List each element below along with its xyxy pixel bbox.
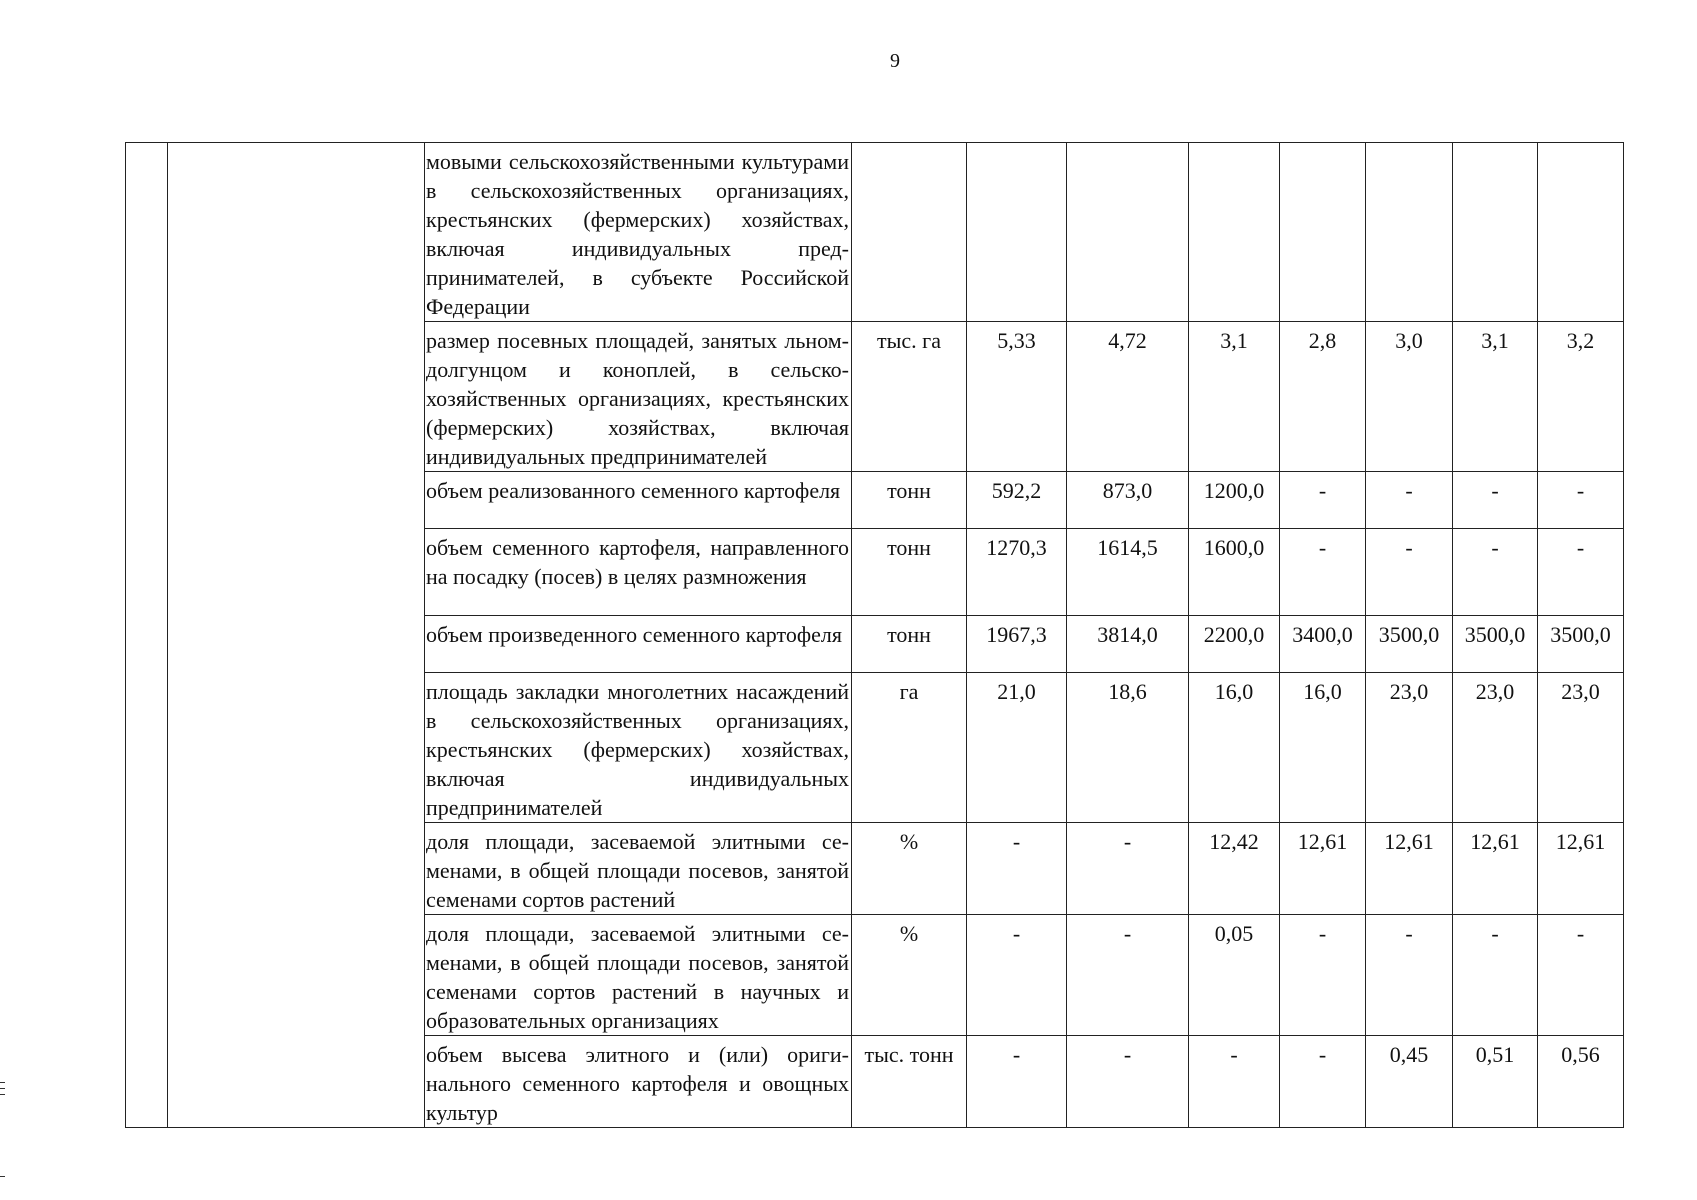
indicator-description: доля площади, засеваемой элитными семенами, в общей площади посевов, занятой семенами сортов растений в научных и образовательных организациях [425, 915, 852, 1036]
value-cell: 1967,3 [967, 616, 1067, 673]
value-cell [1280, 143, 1366, 322]
value-cell [1366, 143, 1453, 322]
value-cell: 1600,0 [1189, 529, 1280, 616]
value-cell [967, 143, 1067, 322]
indicator-description: размер посевных площадей, занятых льном-долгунцом и коноплей, в сельскохозяйственных организациях, крестьянских (фермерских) хозяйствах, включая индивидуальных предпринимателей [425, 322, 852, 472]
value-cell: 12,61 [1538, 823, 1624, 915]
indicator-description: объем высева элитного и (или) оригинального семенного картофеля и овощных культур [425, 1036, 852, 1128]
value-cell: 3500,0 [1366, 616, 1453, 673]
value-cell: 21,0 [967, 673, 1067, 823]
value-cell: - [1067, 915, 1189, 1036]
value-cell: - [1280, 1036, 1366, 1128]
value-cell: 2,8 [1280, 322, 1366, 472]
value-cell: - [1538, 472, 1624, 529]
margin-mark [0, 1094, 5, 1095]
value-cell [1453, 143, 1538, 322]
margin-mark [0, 1082, 5, 1083]
indicators-table [125, 142, 1624, 1128]
value-cell: 5,33 [967, 322, 1067, 472]
value-cell: 4,72 [1067, 322, 1189, 472]
value-cell: - [1366, 472, 1453, 529]
index-column-cell [126, 143, 168, 1128]
value-cell: - [1453, 472, 1538, 529]
value-cell: 23,0 [1453, 673, 1538, 823]
value-cell: 873,0 [1067, 472, 1189, 529]
value-cell: 1200,0 [1189, 472, 1280, 529]
value-cell: - [1453, 915, 1538, 1036]
unit-cell: тонн [852, 616, 967, 673]
unit-cell [852, 143, 967, 322]
value-cell: - [1453, 529, 1538, 616]
value-cell: 12,61 [1366, 823, 1453, 915]
value-cell [1067, 143, 1189, 322]
unit-cell: тонн [852, 472, 967, 529]
value-cell: 23,0 [1538, 673, 1624, 823]
unit-cell: % [852, 915, 967, 1036]
value-cell: 3400,0 [1280, 616, 1366, 673]
value-cell: - [967, 823, 1067, 915]
value-cell: 0,45 [1366, 1036, 1453, 1128]
indicator-description: мовыми сельскохозяйственными культурами в сельскохозяйственных организациях, крестьянских (фермерских) хозяйствах, включая индивидуальных предпринимателей, в субъекте Российской Федерации [425, 143, 852, 322]
unit-cell: га [852, 673, 967, 823]
value-cell: 2200,0 [1189, 616, 1280, 673]
value-cell: 12,61 [1280, 823, 1366, 915]
value-cell: 0,56 [1538, 1036, 1624, 1128]
value-cell: - [1280, 472, 1366, 529]
value-cell [1189, 143, 1280, 322]
value-cell: 3,1 [1189, 322, 1280, 472]
value-cell: - [1189, 1036, 1280, 1128]
table-row [126, 143, 1624, 322]
value-cell: 3,1 [1453, 322, 1538, 472]
value-cell: 1270,3 [967, 529, 1067, 616]
value-cell: 1614,5 [1067, 529, 1189, 616]
value-cell: 18,6 [1067, 673, 1189, 823]
unit-cell: тыс. га [852, 322, 967, 472]
value-cell: - [1067, 823, 1189, 915]
value-cell: 0,05 [1189, 915, 1280, 1036]
value-cell: - [1280, 529, 1366, 616]
value-cell: 0,51 [1453, 1036, 1538, 1128]
value-cell: 3,2 [1538, 322, 1624, 472]
name-column-cell [168, 143, 425, 1128]
value-cell: 3,0 [1366, 322, 1453, 472]
value-cell: 16,0 [1280, 673, 1366, 823]
indicator-description: объем реализованного семенного картофеля [425, 472, 852, 529]
unit-cell: % [852, 823, 967, 915]
value-cell: - [967, 915, 1067, 1036]
value-cell: 592,2 [967, 472, 1067, 529]
value-cell: 12,42 [1189, 823, 1280, 915]
value-cell: 16,0 [1189, 673, 1280, 823]
value-cell [1538, 143, 1624, 322]
value-cell: - [1067, 1036, 1189, 1128]
value-cell: - [1366, 915, 1453, 1036]
margin-mark [0, 1088, 5, 1089]
unit-cell: тонн [852, 529, 967, 616]
value-cell: - [1538, 915, 1624, 1036]
indicator-description: площадь закладки многолетних насаждений в сельскохозяйственных организациях, крестьянских (фермерских) хозяйствах, включая индивидуальных предпринимателей [425, 673, 852, 823]
value-cell: 23,0 [1366, 673, 1453, 823]
indicator-description: доля площади, засеваемой элитными семенами, в общей площади посевов, занятой семенами сортов растений [425, 823, 852, 915]
value-cell: 12,61 [1453, 823, 1538, 915]
value-cell: - [1366, 529, 1453, 616]
value-cell: 3500,0 [1453, 616, 1538, 673]
value-cell: - [967, 1036, 1067, 1128]
value-cell: - [1280, 915, 1366, 1036]
indicator-description: объем произведенного семенного картофеля [425, 616, 852, 673]
indicator-description: объем семенного картофеля, направленного на посадку (посев) в целях размножения [425, 529, 852, 616]
value-cell: 3500,0 [1538, 616, 1624, 673]
margin-mark [0, 1176, 5, 1177]
value-cell: 3814,0 [1067, 616, 1189, 673]
page-number: 9 [890, 50, 900, 72]
value-cell: - [1538, 529, 1624, 616]
unit-cell: тыс. тонн [852, 1036, 967, 1128]
